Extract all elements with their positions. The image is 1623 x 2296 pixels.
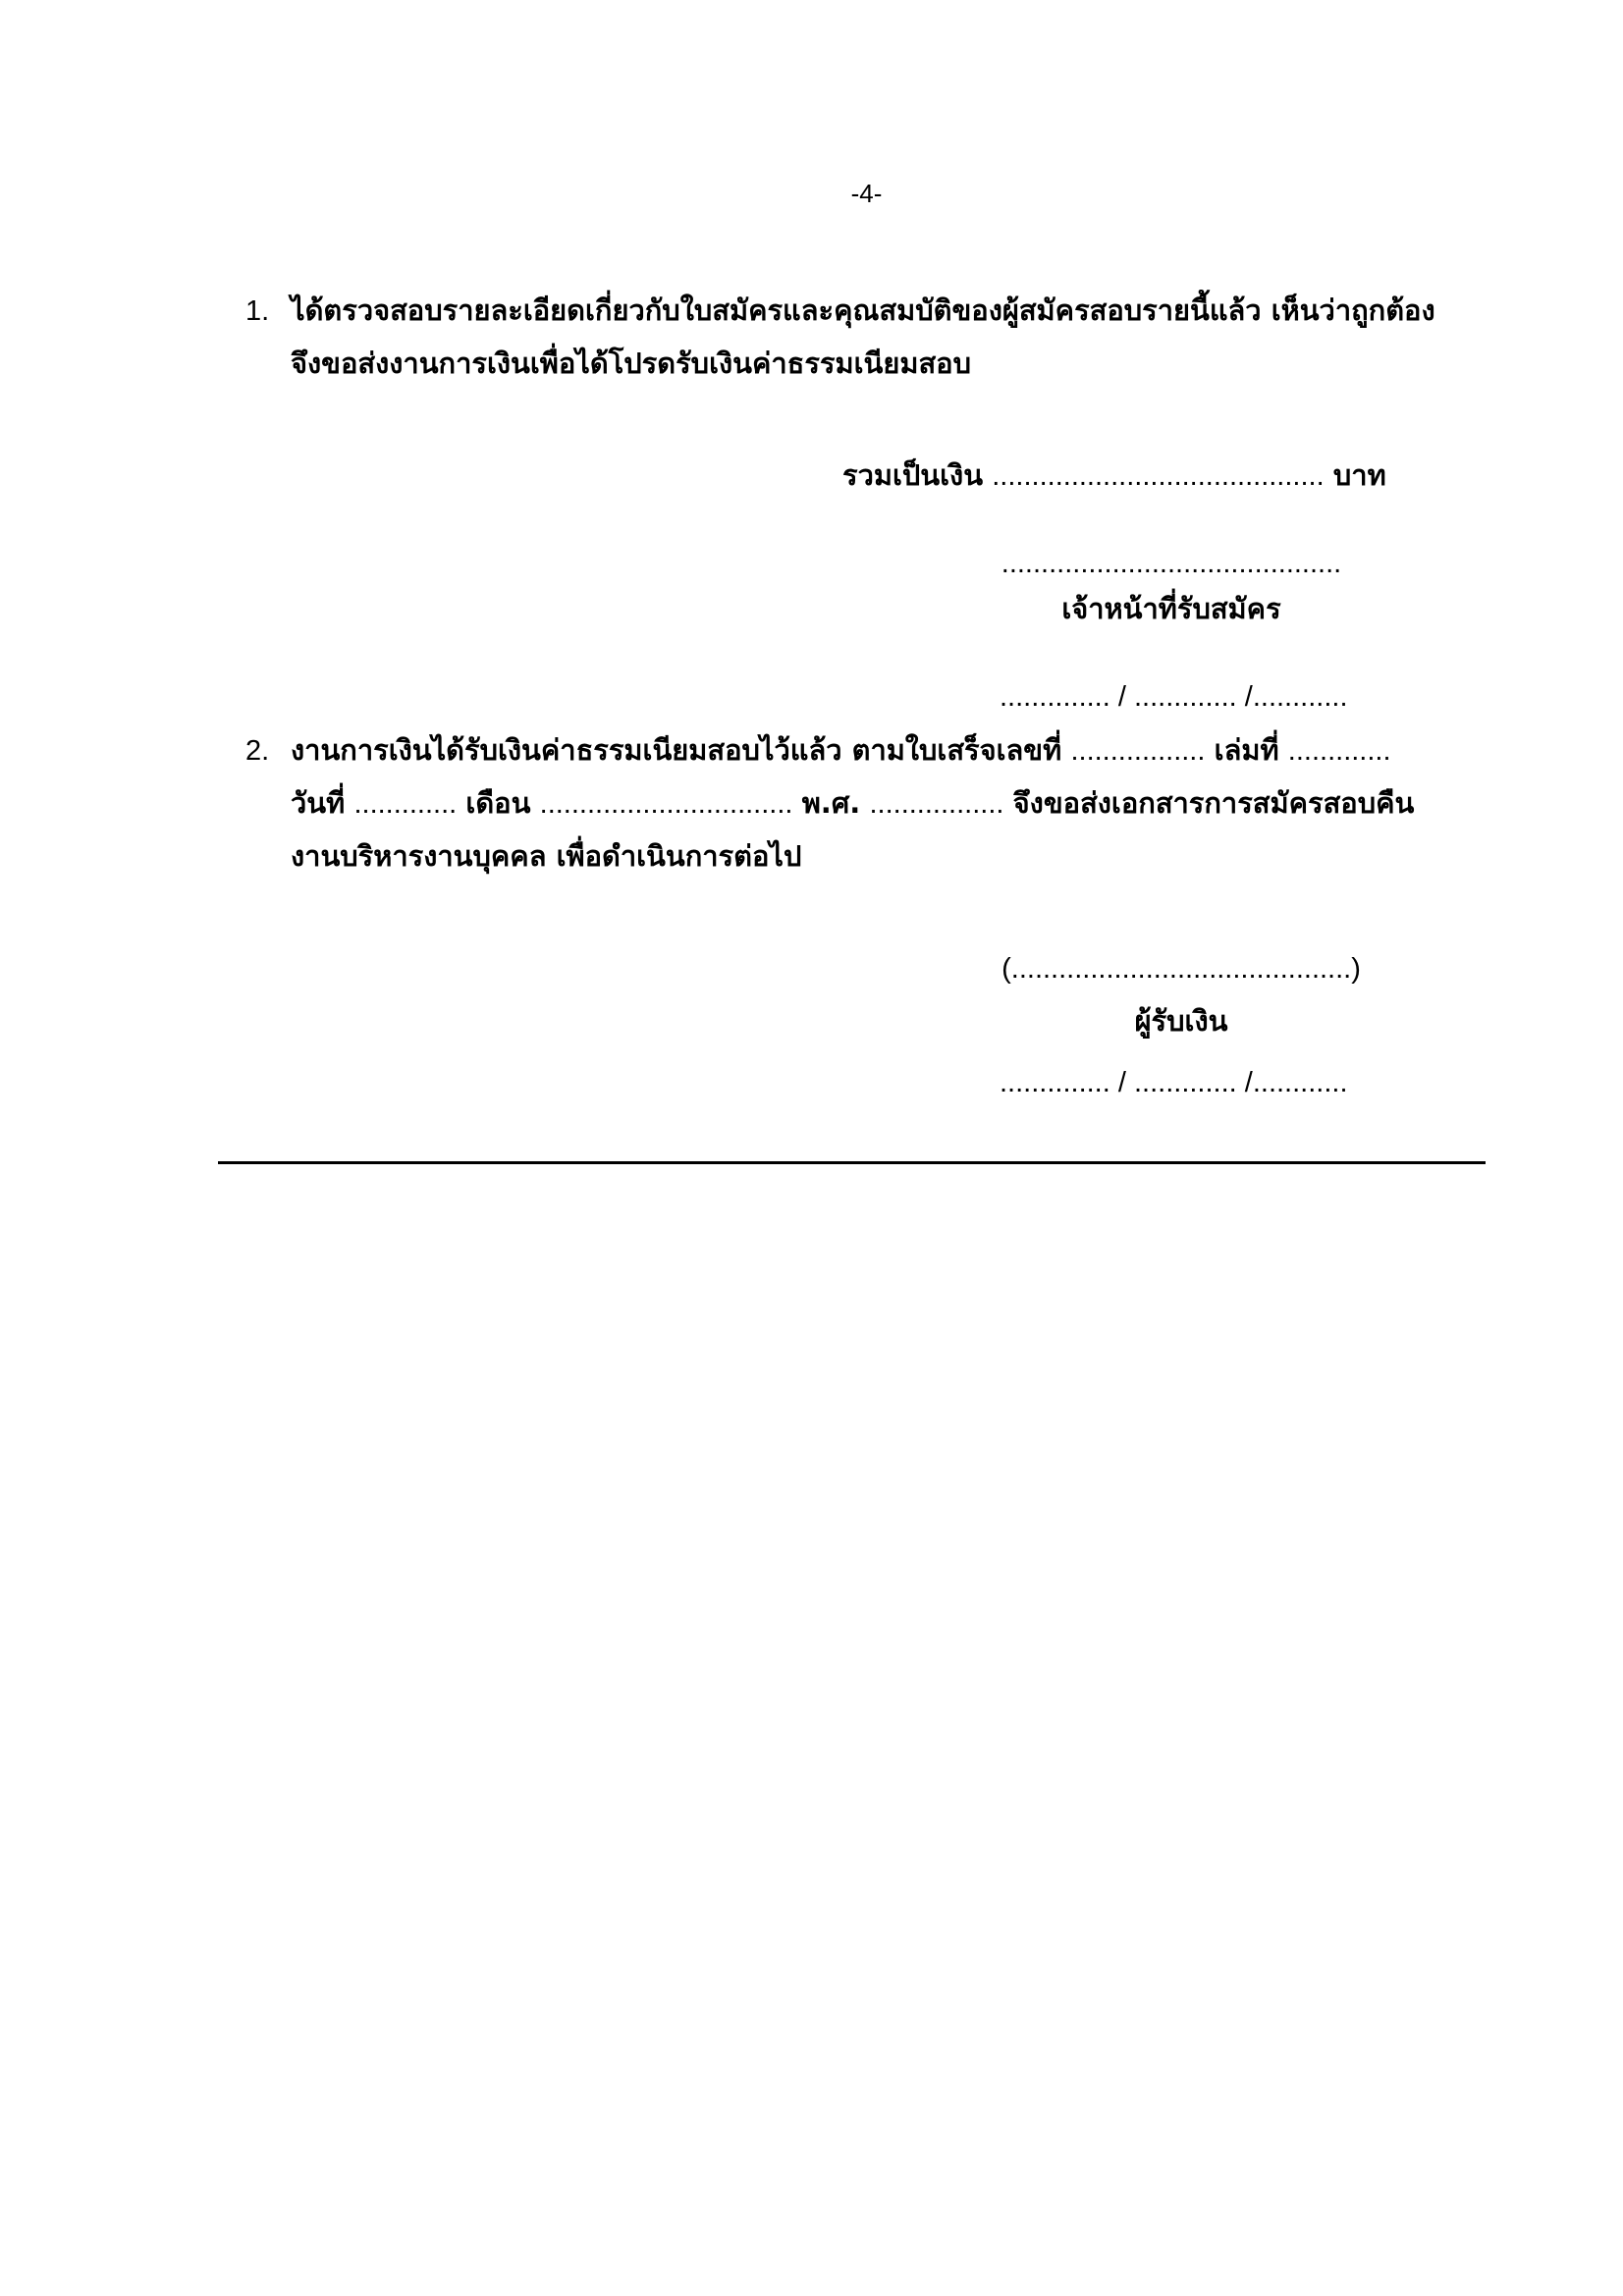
- year-blank: .................: [869, 788, 1004, 820]
- receiver-title: ผู้รับเงิน: [1134, 1004, 1228, 1038]
- total-unit: บาท: [1332, 458, 1386, 492]
- officer-title: เจ้าหน้าที่รับสมัคร: [1061, 592, 1281, 625]
- section1-line2: จึงขอส่งงานการเงินเพื่อได้โปรดรับเงินค่าธรรมเนียมสอบ: [291, 347, 971, 380]
- horizontal-rule: [218, 1161, 1486, 1164]
- section2-number: 2.: [245, 735, 270, 767]
- page-number: -4-: [850, 179, 883, 208]
- total-blank: ..........................................: [992, 460, 1325, 492]
- section2-line1: [291, 730, 1391, 771]
- total-label: รวมเป็นเงิน: [842, 458, 984, 492]
- total-amount-row: [842, 455, 1386, 496]
- month-blank: ................................: [539, 788, 793, 820]
- month-label: เดือน: [465, 786, 531, 820]
- year-label: พ.ศ.: [801, 786, 861, 820]
- day-label: วันที่: [291, 786, 346, 820]
- section1-number: 1.: [245, 295, 270, 327]
- receiver-signature-blank: (...........................................): [1001, 953, 1361, 985]
- section2-date-blank: .............. / ............. /............: [1000, 1067, 1348, 1098]
- book-blank: .............: [1287, 735, 1391, 767]
- section2-line2: [291, 783, 1414, 824]
- section1-date-blank: .............. / ............. /............: [1000, 681, 1348, 713]
- receipt-no-blank: .................: [1070, 735, 1206, 767]
- officer-signature-blank: ...........................................: [1001, 548, 1342, 579]
- section2-line2-tail: จึงขอส่งเอกสารการสมัครสอบคืน: [1012, 786, 1415, 820]
- day-blank: .............: [353, 788, 458, 820]
- section2-line1-text: งานการเงินได้รับเงินค่าธรรมเนียมสอบไว้แล้ว ตามใบเสร็จเลขที่: [291, 733, 1062, 767]
- book-label: เล่มที่: [1214, 733, 1279, 767]
- section2-line3: งานบริหารงานบุคคล เพื่อดำเนินการต่อไป: [291, 839, 802, 873]
- section1-line1: ได้ตรวจสอบรายละเอียดเกี่ยวกับใบสมัครและคุณสมบัติของผู้สมัครสอบรายนี้แล้ว เห็นว่าถูกต้อง: [291, 294, 1435, 327]
